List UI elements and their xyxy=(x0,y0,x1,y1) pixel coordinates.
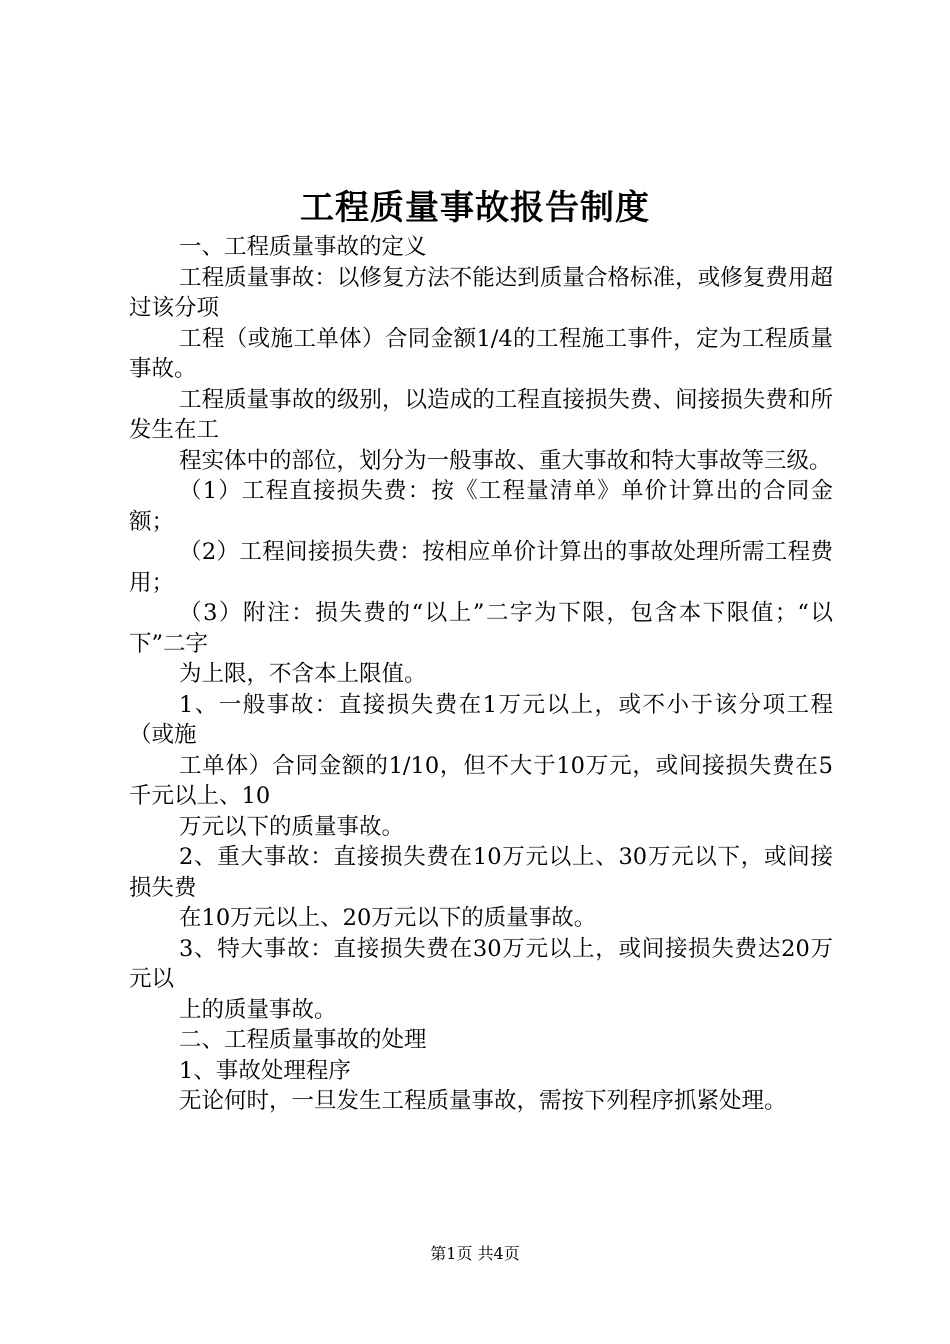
paragraph: 1、事故处理程序 xyxy=(179,1057,351,1084)
paragraph: 工程质量事故的级别，以造成的工程直接损失费、间接损失费和所发生在工 xyxy=(129,386,833,443)
paragraph: （1）工程直接损失费：按《工程量清单》单价计算出的合同金额； xyxy=(129,478,833,535)
paragraph: 3、特大事故：直接损失费在30万元以上，或间接损失费达20万元以 xyxy=(129,935,833,992)
paragraph: 一、工程质量事故的定义 xyxy=(179,234,427,260)
paragraph: 程实体中的部位，划分为一般事故、重大事故和特大事故等三级。 xyxy=(179,447,832,474)
paragraph: 工程（或施工单体）合同金额1/4的工程施工事件，定为工程质量事故。 xyxy=(129,325,833,382)
paragraph: 二、工程质量事故的处理 xyxy=(179,1027,427,1053)
paragraph: 为上限，不含本上限值。 xyxy=(179,661,427,687)
paragraph: 工单体）合同金额的1/10，但不大于10万元，或间接损失费在5千元以上、10 xyxy=(129,752,833,809)
paragraph: 上的质量事故。 xyxy=(179,996,337,1023)
paragraph: （3）附注：损失费的“以上”二字为下限，包含本下限值；“以下”二字 xyxy=(129,600,833,657)
paragraph: （2）工程间接损失费：按相应单价计算出的事故处理所需工程费用； xyxy=(129,539,833,596)
page-footer: 第1页 共4页 xyxy=(430,1244,520,1263)
paragraph: 万元以下的质量事故。 xyxy=(179,813,405,840)
paragraph: 在10万元以上、20万元以下的质量事故。 xyxy=(179,905,597,931)
paragraph: 1、一般事故：直接损失费在1万元以上，或不小于该分项工程（或施 xyxy=(129,691,833,748)
paragraph: 无论何时，一旦发生工程质量事故，需按下列程序抓紧处理。 xyxy=(179,1088,787,1114)
paragraph: 2、重大事故：直接损失费在10万元以上、30万元以下，或间接损失费 xyxy=(129,844,833,901)
document-title: 工程质量事故报告制度 xyxy=(300,188,650,228)
document-body xyxy=(129,232,833,1117)
paragraph: 工程质量事故：以修复方法不能达到质量合格标准，或修复费用超过该分项 xyxy=(129,264,833,321)
